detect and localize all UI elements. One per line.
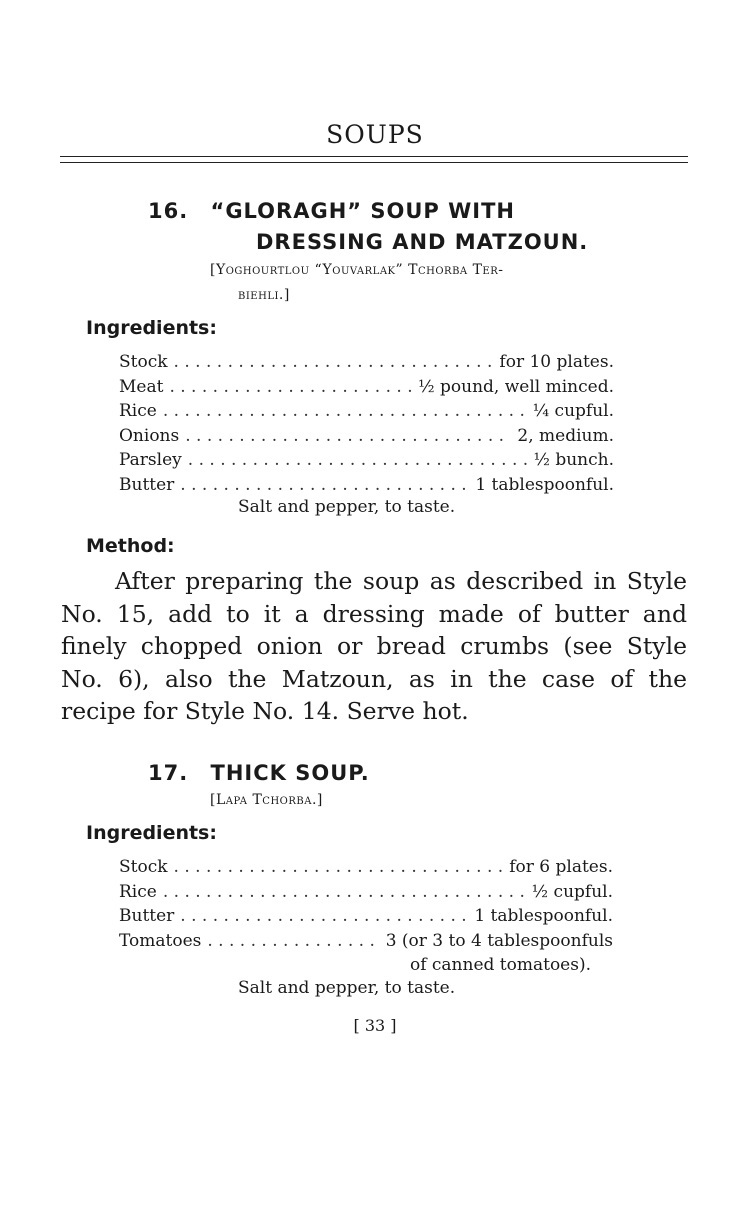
ingredient-row [119, 375, 614, 400]
ingredient-name: Stock [119, 352, 168, 372]
ingredient-amount: ½ cupful. [531, 881, 613, 902]
recipe-16-subtitle-line2: biehli.] [238, 287, 290, 303]
ingredient-name: Rice [119, 881, 157, 902]
header-rule-bottom [60, 162, 688, 163]
recipe-17-title-text: THICK SOUP. [210, 761, 370, 785]
ingredient-row [119, 350, 614, 375]
ingredient-row [119, 904, 613, 929]
recipe-16-seasoning: Salt and pepper, to taste. [238, 497, 456, 517]
ingredient-name: Butter [119, 906, 175, 927]
ingredient-amount: 1 tablespoonful. [474, 906, 613, 927]
ingredient-name: Parsley [119, 450, 182, 471]
leader-dots [163, 880, 526, 905]
ingredient-row [119, 880, 613, 905]
ingredient-amount: 1 tablespoonful. [475, 474, 614, 495]
ingredient-row [119, 448, 614, 473]
recipe-16-title-line2: DRESSING AND MATZOUN. [256, 230, 589, 254]
recipe-17-ingredients-list [119, 855, 613, 978]
leader-dots [188, 448, 528, 473]
ingredient-row [119, 399, 614, 424]
recipe-16-number: 16. [148, 199, 189, 223]
recipe-16-method-label: Method: [86, 535, 175, 557]
recipe-16-subtitle-line1: [Yoghourtlou “Youvarlak” Tchorba Ter- [210, 262, 504, 278]
recipe-17-subtitle: [Lapa Tchorba.] [210, 792, 323, 808]
recipe-16-ingredients-label: Ingredients: [86, 317, 217, 339]
ingredient-amount: 2, medium. [517, 425, 614, 446]
ingredient-amount: ¼ cupful. [532, 401, 614, 422]
recipe-17-number: 17. [148, 761, 189, 785]
leader-dots [207, 929, 379, 954]
leader-dots [163, 399, 527, 424]
recipe-16-ingredients-list [119, 350, 614, 498]
recipe-17-seasoning: Salt and pepper, to taste. [238, 978, 456, 998]
ingredient-name: Meat [119, 376, 164, 397]
recipe-16-title-line1 [148, 199, 515, 223]
ingredient-amount: for 10 plates. [499, 352, 614, 372]
ingredient-row [119, 473, 614, 498]
ingredient-name: Onions [119, 425, 180, 446]
leader-dots [185, 424, 511, 449]
page-number: [ 33 ] [353, 1016, 397, 1035]
running-head: SOUPS [326, 120, 424, 149]
ingredient-continuation: of canned tomatoes). [409, 955, 591, 976]
recipe-16-title-text: “GLORAGH” SOUP WITH [210, 199, 515, 223]
ingredient-name: Rice [119, 401, 157, 422]
header-rule-top [60, 156, 688, 157]
leader-dots [174, 855, 504, 880]
ingredient-amount: ½ bunch. [533, 450, 614, 471]
ingredient-row [119, 855, 613, 880]
ingredient-amount: for 6 plates. [509, 857, 613, 877]
ingredient-amount: 3 (or 3 to 4 tablespoonfuls [385, 930, 613, 951]
recipe-17-ingredients-label: Ingredients: [86, 822, 217, 844]
ingredient-name: Butter [119, 474, 175, 495]
leader-dots [180, 473, 469, 498]
ingredient-name: Tomatoes [119, 930, 202, 951]
leader-dots [180, 904, 468, 929]
ingredient-name: Stock [119, 857, 168, 877]
leader-dots [174, 350, 494, 375]
recipe-17-title [148, 761, 370, 785]
ingredient-amount: ½ pound, well minced. [418, 376, 614, 397]
leader-dots [169, 375, 412, 400]
ingredient-row [119, 929, 613, 954]
ingredient-row [119, 424, 614, 449]
recipe-16-method-text: After preparing the soup as described in Style No. 15, add to it a dressing made of butter and finely chopped onion or bread crumbs (see Style No. 6), also the Matzoun, as in the case of the recipe for Style No. 14. Serve hot. [61, 567, 687, 725]
